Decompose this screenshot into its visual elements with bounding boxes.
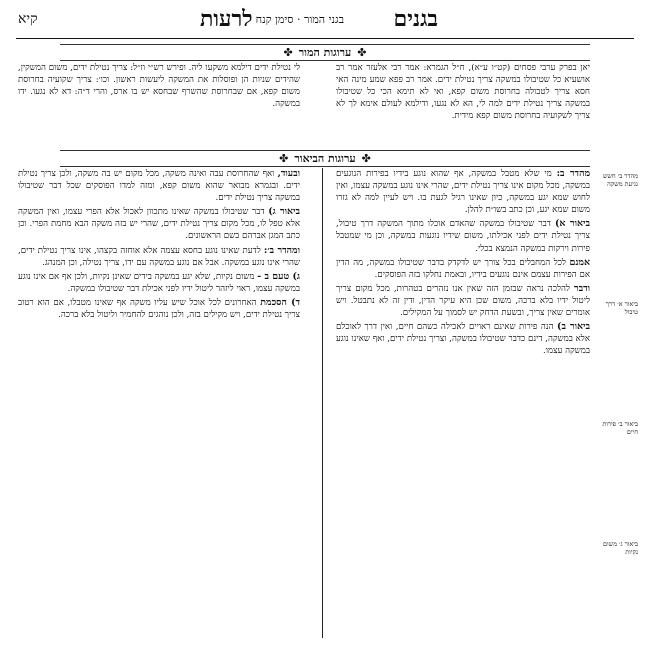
paragraph: ביאור א) דבר שטיבולו במשקה שהאדם אוכלו מתוך המשקה דרך טיבול, צריך נטילת ידים לפני אכילתו, משום שידיו נוגעות במשקה, וכן מי שמטבל פירות וירקות במשקה הנמצא בכלי. (336, 218, 590, 254)
header-subtitle: בגני המור · סימן קנח (255, 13, 344, 26)
top-section-title: ✤ערוגות המור✤ (60, 44, 590, 61)
margin-note: ביאור ב׳ פירות חיים (602, 420, 638, 437)
paragraph: ודבר להלכה נראה שבזמן הזה שאין אנו נזהרים בטהרות, מכל מקום צריך ליטול ידיו בלא ברכה, משום שכן היא עיקר הדין, ודין זה לא נתבטל. ויש אומרים שאין צריך, ובשעת הדחק יש לסמוך על המקילים. (336, 282, 590, 319)
margin-note: ביאור א׳ דרך טיבול (605, 300, 638, 317)
main-right-column (336, 168, 590, 638)
paragraph: ובעוד, ואף שהחרוסת עבה ואינה משקה, מכל מקום יש בה משקה, ולכן צריך נטילת ידים. ובגמרא מבואר שהוא משום קפא, ומזה למדו הפוסקים שכל דבר שטיבולו במשקה צריך נטילת ידים. (18, 168, 300, 204)
running-header (16, 6, 634, 39)
paragraph: מהדר ב: מי שלא מטבל במשקה, אף שהוא נוגע בידיו בפירות הנוגעים במשקה, מכל מקום אינו צריך נטילת ידים, שהרי אינו נוגע במשקה עצמו, ואין לחוש שמא יגע במשקה, כיון שאינו רגיל לגעת בו. ויש לעיין למה לא גזרו משום שמא יגע, וכן כתב בשו״ת להלן. (336, 168, 590, 216)
paragraph: ג) טעם ב - משום נקיות, שלא יגע במשקה בידים שאינן נקיות, ולכן אף אם אינו נוגע במשקה עצמו, ראוי ליזהר ליטול ידיו לפני אכילת דבר שטיבולו במשקה. (18, 270, 300, 294)
ornament-icon: ✤ (279, 152, 289, 165)
column-divider (322, 168, 323, 638)
paragraph: אמנם לכל המחבלים בכל צורך יש לדקדק בדבר שטיבולו במשקה, מה הדין אם הפירות עצמם אינם נוגעים בידיו, ובאמת נחלקו בזה הפוסקים. (336, 256, 590, 280)
header-title: בגנים (393, 6, 438, 32)
paragraph: ביאור ג) דבר שטיבולו במשקה שאינו מתכוון לאכול אלא הפרי עצמו, ואין המשקה אלא טפל לו, מכל מקום צריך נטילת ידים, שהרי יש בזה משקה הבא מחמת הפרי. וכן כתב המגן אברהם בשם הראשונים. (18, 206, 300, 242)
ornament-icon: ✤ (357, 46, 367, 59)
top-left-text: לי נטילת ידים דילמא משקעו ליה. ופירש רש״י וז״ל: צריך נטילת ידים, משום המשקין, שהידים שניות הן ופוסלות את המשקה ליעשות ראשון. וכו׳: צריך שקועיה בחרוסת משום קפא, אם שבחרוסת שהשרף שבחסא יש בו ארס, והרי ד״ה: דא לא נגעו. ידו במשקה. (18, 63, 300, 110)
page-number: קיא (18, 11, 38, 27)
paragraph: ביאור ב) הנה פירות שאינם ראויים לאכילה כשהם חיים, ואין דרך לאוכלם אלא במשקה, דינם כדבר שטיבולו במשקה, וצריך נטילת ידים, ואף שאינו נוגע במשקה עצמו. (336, 321, 590, 357)
paragraph: ומהדר ב׳: לדעת שאינו נוגע בחסא עצמה אלא אוחזה בקצהו, אינו צריך נטילת ידים, שהרי אינו נוגע במשקה. אבל אם נוגע במשקה עם ידו, צריך נטילה, וכן המנהג. (18, 244, 300, 268)
top-right-text: יאן בפרק ערבי פסחים (קט״ו ע״א), ח״ל הגמרא: אמר רבי אלעזר אמר רב אושעיא כל שטיבולו במשקה צריך נטילת ידים. אמר רב פפא שמע מינה האי חסא צריך לטבולה בחרוסת משום קפא, ואי לא תימא הכי כל שטיבולו במשקה צריך נטילת ידים למה לי, הא לא נגעו, ודילמא לעולם אימא לך לא צריך לשקועיה בחרוסת משום קפא מידית. (336, 63, 590, 122)
paragraph: ד) הסכמת האחרונים לכל אוכל שיש עליו משקה אף שאינו מטבלו, אם הוא רטוב צריך נטילת ידים, ויש מקילים בזה, ולכן נוהגים להחמיר וליטול בלא ברכה. (18, 296, 300, 321)
header-book-name: לרעות (200, 6, 253, 32)
ornament-icon: ✤ (361, 152, 371, 165)
main-section-title: ✤ערוגות הביאור✤ (60, 150, 590, 167)
top-right-column (336, 62, 590, 144)
margin-note: מהדר ב׳ חשש נגיעת משקה (602, 172, 638, 189)
ornament-icon: ✤ (283, 46, 293, 59)
top-left-column (18, 62, 300, 144)
margin-note: ביאור ג׳ משום נקיות (603, 540, 638, 557)
main-left-column (18, 168, 300, 638)
